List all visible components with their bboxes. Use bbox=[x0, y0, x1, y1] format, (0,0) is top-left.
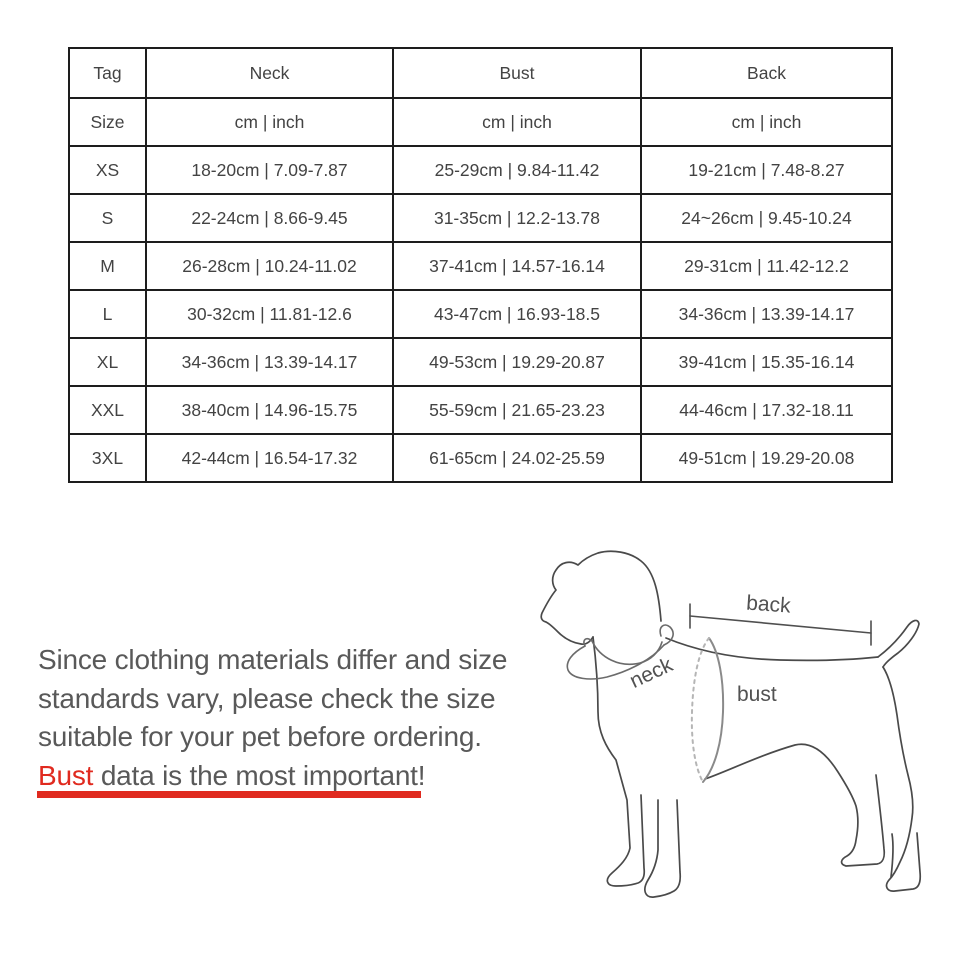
neck-label: neck bbox=[626, 653, 677, 693]
note-line-rest: data is the most important! bbox=[93, 759, 426, 791]
dog-hind-leg-far-shin bbox=[891, 834, 893, 877]
bust-value: 49-53cm | 19.29-20.87 bbox=[393, 338, 641, 386]
note-line: standards vary, please check the size bbox=[38, 682, 496, 714]
dog-hind-leg-far bbox=[883, 667, 920, 891]
size-chart-table bbox=[68, 47, 893, 483]
dog-back-line bbox=[666, 638, 878, 660]
table-row bbox=[69, 194, 892, 242]
red-underline bbox=[37, 791, 421, 798]
subheader-units: cm | inch bbox=[641, 98, 892, 146]
subheader-size: Size bbox=[69, 98, 146, 146]
bust-label: bust bbox=[737, 683, 777, 706]
bust-value: 37-41cm | 14.57-16.14 bbox=[393, 242, 641, 290]
subheader-units: cm | inch bbox=[146, 98, 393, 146]
table-row bbox=[69, 434, 892, 482]
bust-highlight: Bust bbox=[38, 759, 94, 791]
table-row bbox=[69, 290, 892, 338]
bust-value: 55-59cm | 21.65-23.23 bbox=[393, 386, 641, 434]
back-value: 44-46cm | 17.32-18.11 bbox=[641, 386, 892, 434]
back-value: 19-21cm | 7.48-8.27 bbox=[641, 146, 892, 194]
table-row bbox=[69, 242, 892, 290]
column-header-neck: Neck bbox=[146, 48, 393, 98]
column-header-bust: Bust bbox=[393, 48, 641, 98]
dog-front-leg-far bbox=[645, 800, 680, 897]
note-line: suitable for your pet before ordering. bbox=[38, 721, 482, 752]
neck-value: 30-32cm | 11.81-12.6 bbox=[146, 290, 393, 338]
dog-hind-leg-near bbox=[705, 744, 884, 866]
size-label: L bbox=[69, 290, 146, 338]
table-row bbox=[69, 338, 892, 386]
note-line bbox=[38, 757, 518, 796]
table-row bbox=[69, 386, 892, 434]
size-label: M bbox=[69, 242, 146, 290]
back-label: back bbox=[745, 591, 792, 618]
dog-measurement-diagram bbox=[530, 540, 950, 950]
neck-value: 34-36cm | 13.39-14.17 bbox=[146, 338, 393, 386]
neck-value: 18-20cm | 7.09-7.87 bbox=[146, 146, 393, 194]
size-label: 3XL bbox=[69, 434, 146, 482]
back-value: 34-36cm | 13.39-14.17 bbox=[641, 290, 892, 338]
sizing-note bbox=[38, 641, 518, 795]
table-header-row bbox=[69, 48, 892, 98]
size-label: S bbox=[69, 194, 146, 242]
back-value: 49-51cm | 19.29-20.08 bbox=[641, 434, 892, 482]
subheader-units: cm | inch bbox=[393, 98, 641, 146]
neck-value: 26-28cm | 10.24-11.02 bbox=[146, 242, 393, 290]
back-value: 29-31cm | 11.42-12.2 bbox=[641, 242, 892, 290]
bust-value: 25-29cm | 9.84-11.42 bbox=[393, 146, 641, 194]
neck-value: 38-40cm | 14.96-15.75 bbox=[146, 386, 393, 434]
table-subheader-row bbox=[69, 98, 892, 146]
bust-value: 43-47cm | 16.93-18.5 bbox=[393, 290, 641, 338]
neck-value: 22-24cm | 8.66-9.45 bbox=[146, 194, 393, 242]
bust-value: 31-35cm | 12.2-13.78 bbox=[393, 194, 641, 242]
column-header-tag: Tag bbox=[69, 48, 146, 98]
size-label: XS bbox=[69, 146, 146, 194]
neck-value: 42-44cm | 16.54-17.32 bbox=[146, 434, 393, 482]
note-line: Since clothing materials differ and size bbox=[38, 644, 508, 675]
back-value: 39-41cm | 15.35-16.14 bbox=[641, 338, 892, 386]
column-header-back: Back bbox=[641, 48, 892, 98]
dog-tail bbox=[878, 620, 919, 667]
size-label: XXL bbox=[69, 386, 146, 434]
size-label: XL bbox=[69, 338, 146, 386]
dog-head bbox=[541, 551, 661, 644]
table-row bbox=[69, 146, 892, 194]
bust-value: 61-65cm | 24.02-25.59 bbox=[393, 434, 641, 482]
back-value: 24~26cm | 9.45-10.24 bbox=[641, 194, 892, 242]
bust-ellipse-solid bbox=[703, 638, 723, 782]
dog-outline-drawing bbox=[530, 540, 950, 950]
bust-ellipse-dashed bbox=[692, 638, 709, 782]
